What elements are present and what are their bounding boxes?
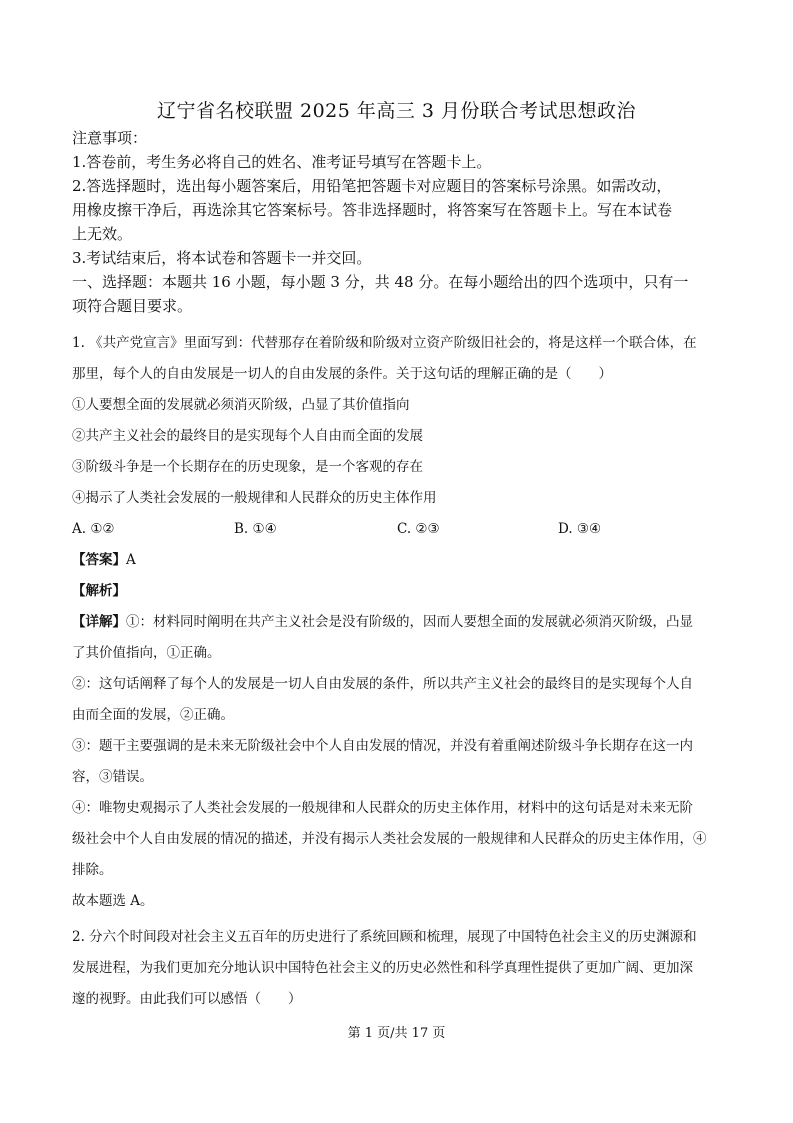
notice-line: 用橡皮擦干净后，再选涂其它答案标号。答非选择题时，将答案写在答题卡上。写在本试卷 <box>72 201 673 219</box>
statement: ①人要想全面的发展就必须消灭阶级，凸显了其价值指向 <box>72 397 410 413</box>
section-instruction: 一、选择题：本题共 16 小题，每小题 3 分，共 48 分。在每小题给出的四个选项中，只有一 <box>72 273 689 291</box>
question-1-stem: 那里，每个人的自由发展是一切人的自由发展的条件。关于这句话的理解正确的是（ ） <box>72 366 612 382</box>
notice-line: 上无效。 <box>72 225 133 243</box>
question-1 <box>72 328 724 917</box>
detail-line: ②：这句话阐释了每个人的发展是一切人自由发展的条件，所以共产主义社会的最终目的是实现每个人自 <box>72 676 693 692</box>
statement: ③阶级斗争是一个长期存在的历史现象，是一个客观的存在 <box>72 459 423 475</box>
detail-line: ③：题干主要强调的是未来无阶级社会中个人自由发展的情况，并没有着重阐述阶级斗争长期存在这一内 <box>72 738 693 754</box>
analysis-tag: 【解析】 <box>72 583 126 599</box>
answer-options <box>72 514 724 545</box>
detail-line: 排除。 <box>72 862 113 878</box>
question-1-stem: 1. 《共产党宣言》里面写到：代替那存在着阶级和阶级对立资产阶级旧社会的，将是这样一个联合体，在 <box>72 335 697 351</box>
detail-line: 容，③错误。 <box>72 769 153 785</box>
answer-tag: 【答案】 <box>72 552 126 568</box>
page-footer: 第 1 页/共 17 页 <box>347 1026 446 1041</box>
option-a: A. ①② <box>72 521 115 537</box>
detail-text: ①：材料同时阐明在共产主义社会是没有阶级的，因而人要想全面的发展就必须消灭阶级，凸显 <box>126 614 693 630</box>
detail-line: 由而全面的发展，②正确。 <box>72 707 234 723</box>
detail-line: 了其价值指向，①正确。 <box>72 645 221 661</box>
detail-line: ④：唯物史观揭示了人类社会发展的一般规律和人民群众的历史主体作用，材料中的这句话是对未来无阶 <box>72 800 693 816</box>
notice-section <box>72 126 724 318</box>
question-2-stem: 2. 分六个时间段对社会主义五百年的历史进行了系统回顾和梳理，展现了中国特色社会主义的历史渊源和 <box>72 929 697 945</box>
detail-line <box>72 607 724 638</box>
notice-line: 2.答选择题时，选出每小题答案后，用铅笔把答题卡对应题目的答案标号涂黑。如需改动， <box>72 177 672 195</box>
detail-tag: 【详解】 <box>72 614 126 630</box>
question-2-stem: 发展进程，为我们更加充分地认识中国特色社会主义的历史必然性和科学真理性提供了更加广阔、更加深 <box>72 960 693 976</box>
detail-line: 级社会中个人自由发展的情况的描述，并没有揭示人类社会发展的一般规律和人民群众的历史主体作用，④ <box>72 831 707 847</box>
answer-line <box>72 545 724 576</box>
notice-heading: 注意事项： <box>72 129 148 147</box>
notice-line: 1.答卷前，考生务必将自己的姓名、准考证号填写在答题卡上。 <box>72 153 492 171</box>
section-instruction: 项符合题目要求。 <box>72 297 193 315</box>
statement: ②共产主义社会的最终目的是实现每个人自由而全面的发展 <box>72 428 423 444</box>
exam-title: 辽宁省名校联盟 2025 年高三 3 月份联合考试思想政治 <box>156 100 637 122</box>
option-c: C. ②③ <box>397 521 440 537</box>
question-2-stem: 邃的视野。由此我们可以感悟（ ） <box>72 991 302 1007</box>
notice-line: 3.考试结束后，将本试卷和答题卡一并交回。 <box>72 249 372 267</box>
option-b: B. ①④ <box>234 521 277 537</box>
conclusion-line: 故本题选 A。 <box>72 893 154 909</box>
option-d: D. ③④ <box>558 521 602 537</box>
question-2 <box>72 922 724 1015</box>
statement: ④揭示了人类社会发展的一般规律和人民群众的历史主体作用 <box>72 490 437 506</box>
answer-value: A <box>126 552 136 568</box>
